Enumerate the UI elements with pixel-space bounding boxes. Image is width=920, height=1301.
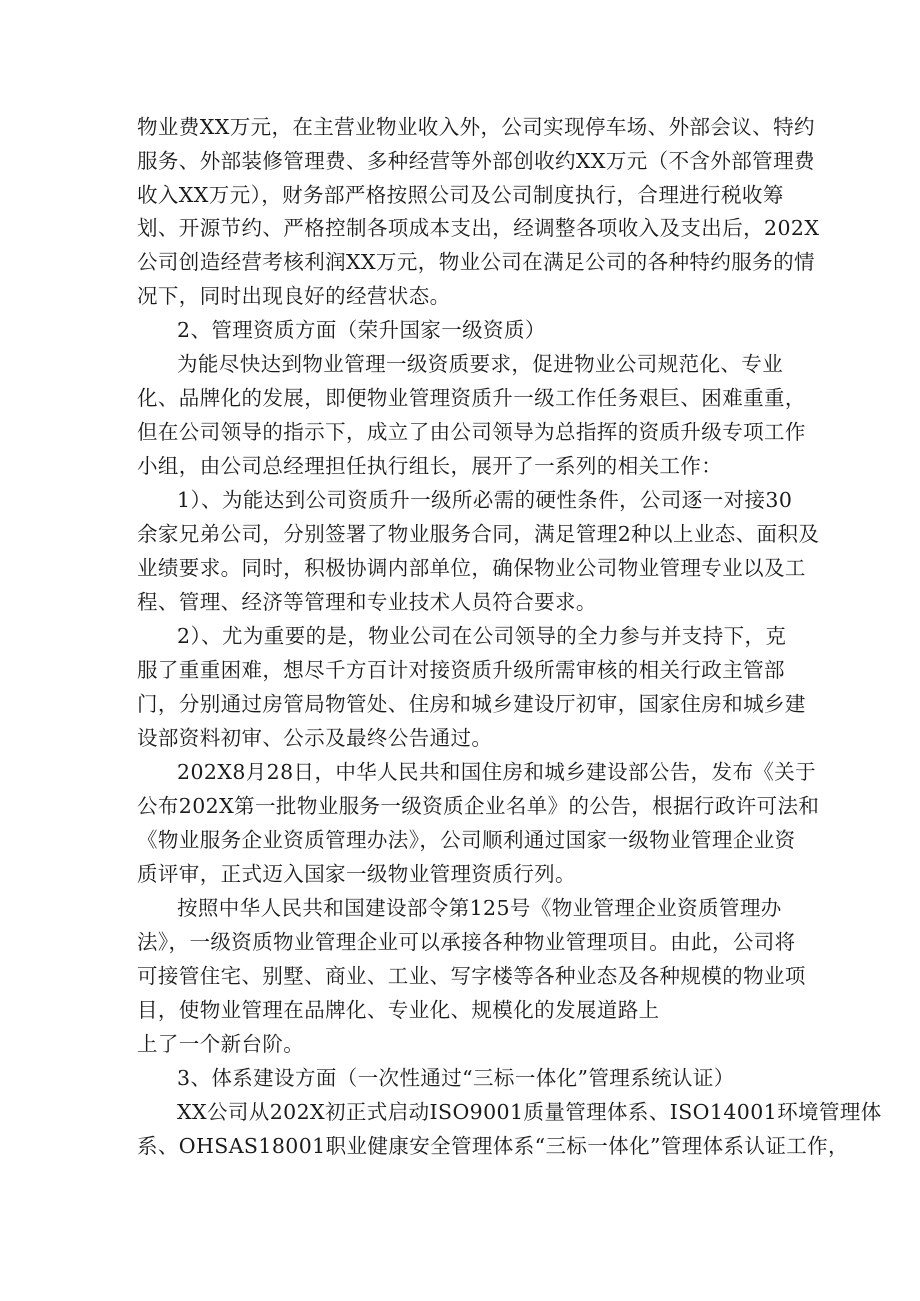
paragraph-line: 服务、外部装修管理费、多种经营等外部创收约XX万元（不含外部管理费 xyxy=(137,149,815,173)
paragraph-line: 但在公司领导的指示下，成立了由公司领导为总指挥的资质升级专项工作 xyxy=(137,420,806,444)
paragraph-line: 202X8月28日，中华人民共和国住房和城乡建设部公告，发布《关于 xyxy=(177,760,817,784)
paragraph-line: 法》，一级资质物业管理企业可以承接各种物业管理项目。由此，公司将 xyxy=(137,930,796,954)
paragraph-line: 服了重重困难，想尽千方百计对接资质升级所需审核的相关行政主管部 xyxy=(137,658,785,682)
paragraph-line: 小组，由公司总经理担任执行组长，展开了一系列的相关工作： xyxy=(137,454,723,478)
paragraph-line: 业绩要求。同时，积极协调内部单位，确保物业公司物业管理专业以及工 xyxy=(137,556,806,580)
paragraph-line: 设部资料初审、公示及最终公告通过。 xyxy=(137,726,493,750)
paragraph-line: 系、OHSAS18001职业健康安全管理体系“三标一体化”管理体系认证工作， xyxy=(137,1134,849,1158)
paragraph-line: 可接管住宅、别墅、商业、工业、写字楼等各种业态及各种规模的物业项 xyxy=(137,964,806,988)
paragraph-line: 2）、尤为重要的是，物业公司在公司领导的全力参与并支持下，克 xyxy=(177,624,787,648)
paragraph-line: 目，使物业管理在品牌化、专业化、规模化的发展道路上 xyxy=(137,998,660,1022)
paragraph-line: 物业费XX万元，在主营业物业收入外，公司实现停车场、外部会议、特约 xyxy=(137,115,815,139)
paragraph-line: 门，分别通过房管局物管处、住房和城乡建设厅初审，国家住房和城乡建 xyxy=(137,692,806,716)
paragraph-line: 按照中华人民共和国建设部令第125号《物业管理企业资质管理办 xyxy=(177,896,782,920)
section-heading: 3、体系建设方面（一次性通过“三标一体化”管理系统认证） xyxy=(177,1066,735,1090)
paragraph-line: 收入XX万元），财务部严格按照公司及公司制度执行，合理进行税收筹 xyxy=(137,183,784,207)
paragraph-line: 公布202X第一批物业服务一级资质企业名单》的公告，根据行政许可法和 xyxy=(137,794,820,818)
paragraph-line: 为能尽快达到物业管理一级资质要求，促进物业公司规范化、专业 xyxy=(177,352,784,376)
section-heading: 2、管理资质方面（荣升国家一级资质） xyxy=(177,318,546,342)
paragraph-line: XX公司从202X初正式启动ISO9001质量管理体系、ISO14001环境管理体 xyxy=(177,1100,882,1124)
paragraph-line: 质评审，正式迈入国家一级物业管理资质行列。 xyxy=(137,862,576,886)
paragraph-line: 余家兄弟公司，分别签署了物业服务合同，满足管理2种以上业态、面积及 xyxy=(137,522,820,546)
paragraph-line: 《物业服务企业资质管理办法》，公司顺利通过国家一级物业管理企业资 xyxy=(137,828,796,852)
paragraph-line: 程、管理、经济等管理和专业技术人员符合要求。 xyxy=(137,590,597,614)
paragraph-line: 1）、为能达到公司资质升一级所必需的硬性条件，公司逐一对接30 xyxy=(177,488,793,512)
paragraph-line: 划、开源节约、严格控制各项成本支出，经调整各项收入及支出后，202X xyxy=(137,216,820,240)
paragraph-line: 公司创造经营考核利润XX万元，物业公司在满足公司的各种特约服务的情 xyxy=(137,250,815,274)
paragraph-line: 化、品牌化的发展，即便物业管理资质升一级工作任务艰巨、困难重重， xyxy=(137,386,806,410)
paragraph-line: 上了一个新台阶。 xyxy=(137,1032,305,1056)
paragraph-line: 况下，同时出现良好的经营状态。 xyxy=(137,284,451,308)
